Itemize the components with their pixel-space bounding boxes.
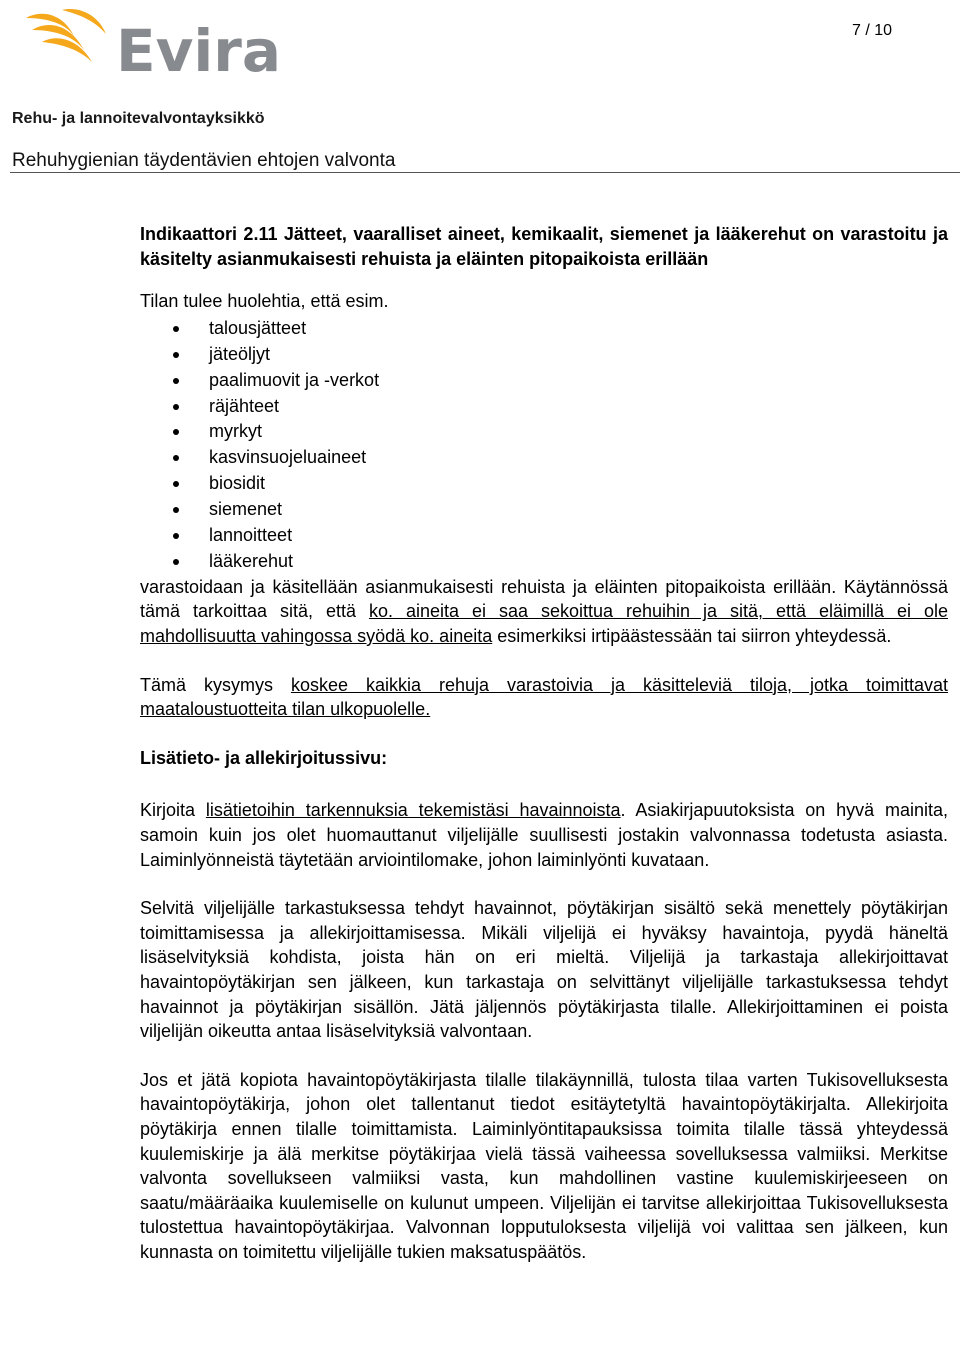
storage-underlined-text: ko. aineita ei saa sekoittua rehuihin ja sitä, että eläimillä ei ole mahdollisuutta vahingossa syödä ko. aineita [140, 601, 948, 647]
logo-wordmark: Evira [116, 17, 282, 85]
storage-text: varastoidaan ja käsitellään asianmukaisesti rehuista ja eläinten pitopaikoista erillään. Käytännössä tämä tarkoittaa sitä, että [140, 576, 948, 622]
document-title: Rehuhygienian täydentävien ehtojen valvonta [12, 150, 396, 171]
bullet-list [140, 316, 948, 575]
list-item: kasvinsuojeluaineet [140, 445, 948, 471]
main-content [140, 222, 948, 1265]
header-divider [10, 172, 960, 173]
list-item: jäteöljyt [140, 342, 948, 368]
intro-text: Tilan tulee huolehtia, että esim. [140, 291, 389, 312]
findings-paragraph: Selvitä viljelijälle tarkastuksessa tehdyt havainnot, pöytäkirjan sisältö sekä menettely pöytäkirjan toimittamisessa ja allekirjoittamisessa. Mikäli viljelijä ei hyväksy havaintoja, pyydä häneltä lisäselvityksiä kohdista, joista hän on eri mieltä. Viljelijä ja tarkastaja allekirjoittavat havaintopöytäkirjan sen jälkeen, kun tarkastaja on selvittänyt viljelijälle tarkastuksessa tehdyt havainnot ja pöytäkirjan sisällön. Jätä jäljennös pöytäkirjasta tilalle. Allekirjoittaminen ei poista viljelijän oikeutta antaa lisäselvityksiä valvontaan. [140, 898, 948, 1042]
list-item: paalimuovit ja -verkot [140, 368, 948, 394]
storage-text-end: esimerkiksi irtipäästessään tai siirron yhteydessä. [492, 626, 892, 647]
evira-logo [18, 4, 282, 85]
list-item: räjähteet [140, 394, 948, 420]
copy-paragraph: Jos et jätä kopiota havaintopöytäkirjasta tilalle tilakäynnillä, tulosta tilaa varten Tukisovelluksesta havaintopöytäkirja, johon olet tallentanut tiedot esitäytetyltä havaintopöytäkirjalta. Allekirjoita pöytäkirja ennen tilalle toimittamista. Laiminlyöntitapauksissa toimita tilalle tässä yhteydessä kuulemiskirje ja älä merkitse pöytäkirjaa vielä tässä vaiheessa sovelluksessa valmiiksi. Merkitse valvonta sovellukseen valmiiksi vasta, kun mahdollinen vastine kuulemiskirjeeseen on saatu/määräaika kuulemiselle on kulunut umpeen. Viljelijän ei tarvitse allekirjoittaa Tukisovelluksesta tulostettua havaintopöytäkirjaa. Valvonnan lopputuloksesta viljelijä voi valittaa sen jälkeen, kun kunnasta on toimitettu viljelijälle tukien maksatuspäätös. [140, 1069, 948, 1262]
list-item: lannoitteet [140, 523, 948, 549]
scope-paragraph [140, 673, 948, 722]
list-item: siemenet [140, 497, 948, 523]
list-item: myrkyt [140, 419, 948, 445]
list-item: talousjätteet [140, 316, 948, 342]
list-item: lääkerehut [140, 549, 948, 575]
list-item: biosidit [140, 471, 948, 497]
additional-info-text-end: . Asiakirjapuutoksista on hyvä mainita, samoin kuin jos olet huomauttanut viljelijälle suullisesti jostakin valvonnassa todetusta asiasta. Laiminlyönneistä täytetään arviointilomake, johon laiminlyönti kuvataan. [140, 800, 948, 870]
page-number: 7 / 10 [852, 22, 893, 39]
storage-paragraph [140, 575, 948, 649]
scope-text: Tämä kysymys [140, 674, 291, 695]
additional-info-text: Kirjoita [140, 800, 206, 821]
additional-info-paragraph [140, 798, 948, 872]
scope-underlined-text: koskee kaikkia rehuja varastoivia ja käsitteleviä tiloja, jotka toimittavat maataloustuotteita tilan ulkopuolelle. [140, 674, 948, 720]
unit-name: Rehu- ja lannoitevalvontayksikkö [12, 110, 265, 127]
evira-swoosh-icon [18, 4, 118, 82]
signature-section-heading: Lisätieto- ja allekirjoitussivu: [140, 747, 388, 768]
additional-info-underlined-text: lisätietoihin tarkennuksia tekemistäsi havainnoista [205, 800, 621, 821]
indicator-heading: Indikaattori 2.11 Jätteet, vaaralliset aineet, kemikaalit, siemenet ja lääkerehut on varastoitu ja käsitelty asianmukaisesti rehuista ja eläinten pitopaikoista erillään [140, 224, 948, 269]
